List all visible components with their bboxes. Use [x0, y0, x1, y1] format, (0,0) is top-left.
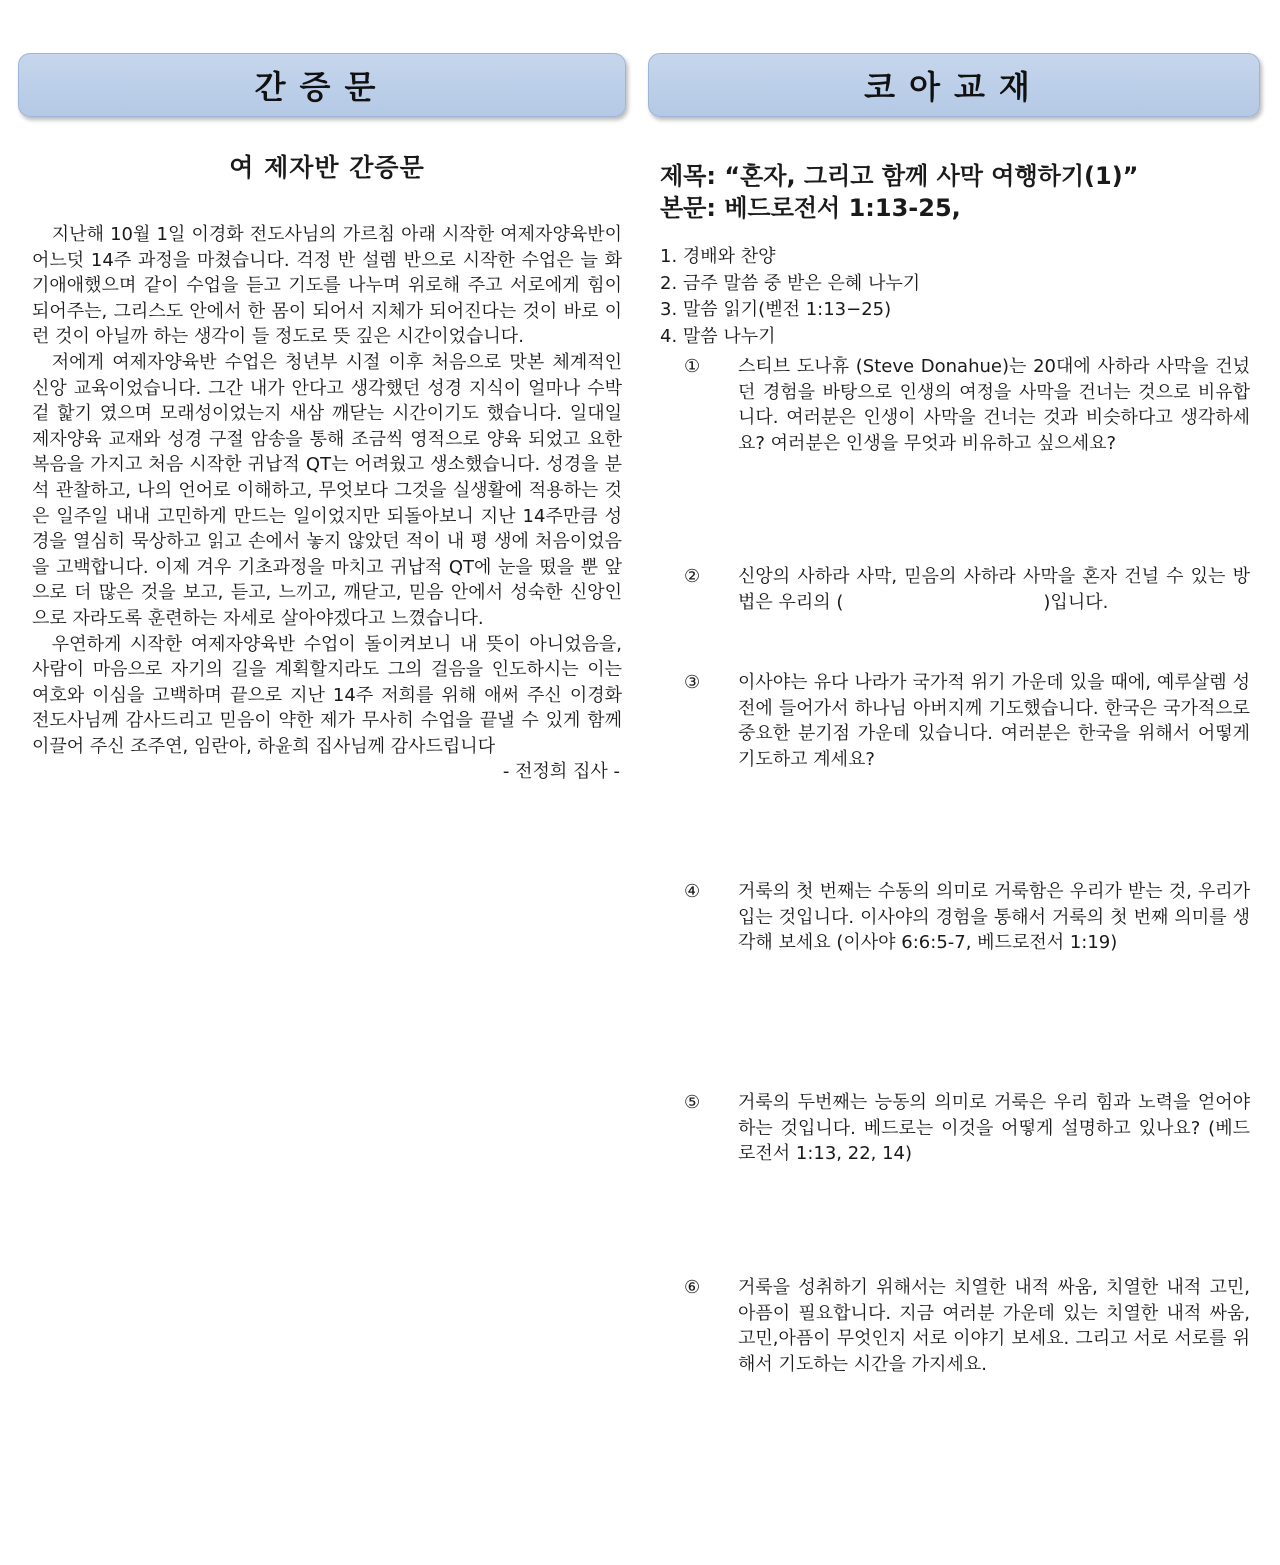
question-number: ④	[684, 881, 701, 902]
discussion-question-6	[660, 1275, 1250, 1377]
question-text	[738, 564, 1250, 615]
testimony-body	[32, 222, 622, 759]
question-text: 거룩을 성취하기 위해서는 치열한 내적 싸움, 치열한 내적 고민, 아픔이 필요합니다. 지금 여러분 가운데 있는 치열한 내적 싸움, 고민,아픔이 무엇인지 서로 이야기 보세요. 그리고 서로 서로를 위해서 기도하는 시간을 가지세요.	[738, 1277, 1250, 1375]
question-number: ①	[684, 356, 701, 377]
question-text: 거룩의 첫 번째는 수동의 의미로 거룩함은 우리가 받는 것, 우리가 입는 것입니다. 이사야의 경험을 통해서 거룩의 첫 번째 의미를 생각해 보세요 (이사야 6:6:5-7, 베드로전서 1:19)	[738, 881, 1250, 954]
lesson-title: 제목: “혼자, 그리고 함께 사막 여행하기(1)”	[660, 162, 1139, 190]
lesson-passage: 본문: 베드로전서 1:13-25,	[660, 194, 961, 222]
agenda-item: 4. 말씀 나누기	[660, 325, 776, 347]
core-material-banner: 코아교재	[648, 53, 1260, 117]
question-number: ③	[684, 672, 701, 693]
testimony-paragraph-2: 저에게 여제자양육반 수업은 청년부 시절 이후 처음으로 맛본 체계적인 신앙 교육이었습니다. 그간 내가 안다고 생각했던 성경 지식이 얼마나 수박 겉 핥기 였으며 모래성이었는지 새삼 깨닫는 시간이기도 했습니다. 일대일 제자양육 교재와 성경 구절 암송을 통해 조금씩 영적으로 양육 되었고 요한복음을 가지고 처음 시작한 귀납적 QT는 어려웠고 생소했습니다. 성경을 분석 관찰하고, 나의 언어로 이해하고, 무엇보다 그것을 실생활에 적용하는 것은 일주일 내내 고민하게 만드는 일이었지만 되돌아보니 지난 14주만큼 성경을 열심히 묵상하고 읽고 손에서 놓지 않았던 적이 내 평 생에 처음이었음을 고백합니다. 이제 겨우 기초과정을 마치고 귀납적 QT에 눈을 떴을 뿐 앞으로 더 많은 것을 보고, 듣고, 느끼고, 깨닫고, 믿음 안에서 성숙한 신앙인으로 자라도록 훈련하는 자세로 살아야겠다고 느꼈습니다.	[32, 351, 622, 629]
discussion-question-5	[660, 1090, 1250, 1167]
agenda-list	[660, 244, 1250, 350]
question-number: ⑥	[684, 1277, 701, 1298]
question-number: ②	[684, 566, 701, 587]
discussion-question-4	[660, 879, 1250, 956]
discussion-question-2	[660, 564, 1250, 615]
testimony-banner: 간증문	[18, 53, 626, 117]
question-text-before-blank: 신앙의 사하라 사막, 믿음의 사하라 사막을 혼자 건널 수 있는 방법은 우리의 (	[738, 566, 1250, 613]
agenda-item: 1. 경배와 찬양	[660, 246, 776, 267]
lesson-column	[660, 160, 1250, 1375]
question-number: ⑤	[684, 1092, 701, 1113]
testimony-column	[32, 148, 622, 785]
testimony-title: 여 제자반 간증문	[229, 153, 425, 182]
agenda-item: 2. 금주 말씀 중 받은 은혜 나누기	[660, 272, 921, 294]
question-text: 스티브 도나휴 (Steve Donahue)는 20대에 사하라 사막을 건넜던 경험을 바탕으로 인생의 여정을 사막을 건너는 것으로 비유합니다. 여러분은 인생이 사막을 건너는 것과 비슷하다고 생각하세요? 여러분은 인생을 무엇과 비유하고 싶으세요?	[738, 356, 1250, 454]
discussion-question-3	[660, 670, 1250, 772]
testimony-paragraph-1: 지난해 10월 1일 이경화 전도사님의 가르침 아래 시작한 여제자양육반이 어느덧 14주 과정을 마쳤습니다. 걱정 반 설렘 반으로 시작한 수업은 늘 화기애애했으며 같이 수업을 듣고 기도를 나누며 위로해 주고 서로에게 힘이 되어주는, 그리스도 안에서 한 몸이 되어서 지체가 되어진다는 것이 바로 이런 것이 아닐까 하는 생각이 들 정도로 뜻 깊은 시간이었습니다.	[32, 224, 622, 348]
question-text: 거룩의 두번째는 능동의 의미로 거룩은 우리 힘과 노력을 얻어야 하는 것입니다. 베드로는 이것을 어떻게 설명하고 있나요? (베드로전서 1:13, 22, 14)	[738, 1092, 1250, 1165]
testimony-signature: - 전정희 집사 -	[502, 761, 620, 783]
question-text-after-blank: )입니다.	[1043, 591, 1109, 613]
agenda-item: 3. 말씀 읽기(벧전 1:13−25)	[660, 299, 892, 320]
testimony-paragraph-3: 우연하게 시작한 여제자양육반 수업이 돌이켜보니 내 뜻이 아니었음을, 사람이 마음으로 자기의 길을 계획할지라도 그의 걸음을 인도하시는 이는 여호와 이심을 고백하며 끝으로 지난 14주 저희를 위해 애써 주신 이경화 전도사님께 감사드리고 믿음이 약한 제가 무사히 수업을 끝낼 수 있게 함께 이끌어 주신 조주연, 임란아, 하윤희 집사님께 감사드립니다	[32, 633, 622, 757]
question-text: 이사야는 유다 나라가 국가적 위기 가운데 있을 때에, 예루살렘 성전에 들어가서 하나님 아버지께 기도했습니다. 한국은 국가적으로 중요한 분기점 가운데 있습니다. 여러분은 한국을 위해서 어떻게 기도하고 계세요?	[738, 672, 1250, 770]
discussion-question-1	[660, 354, 1250, 456]
